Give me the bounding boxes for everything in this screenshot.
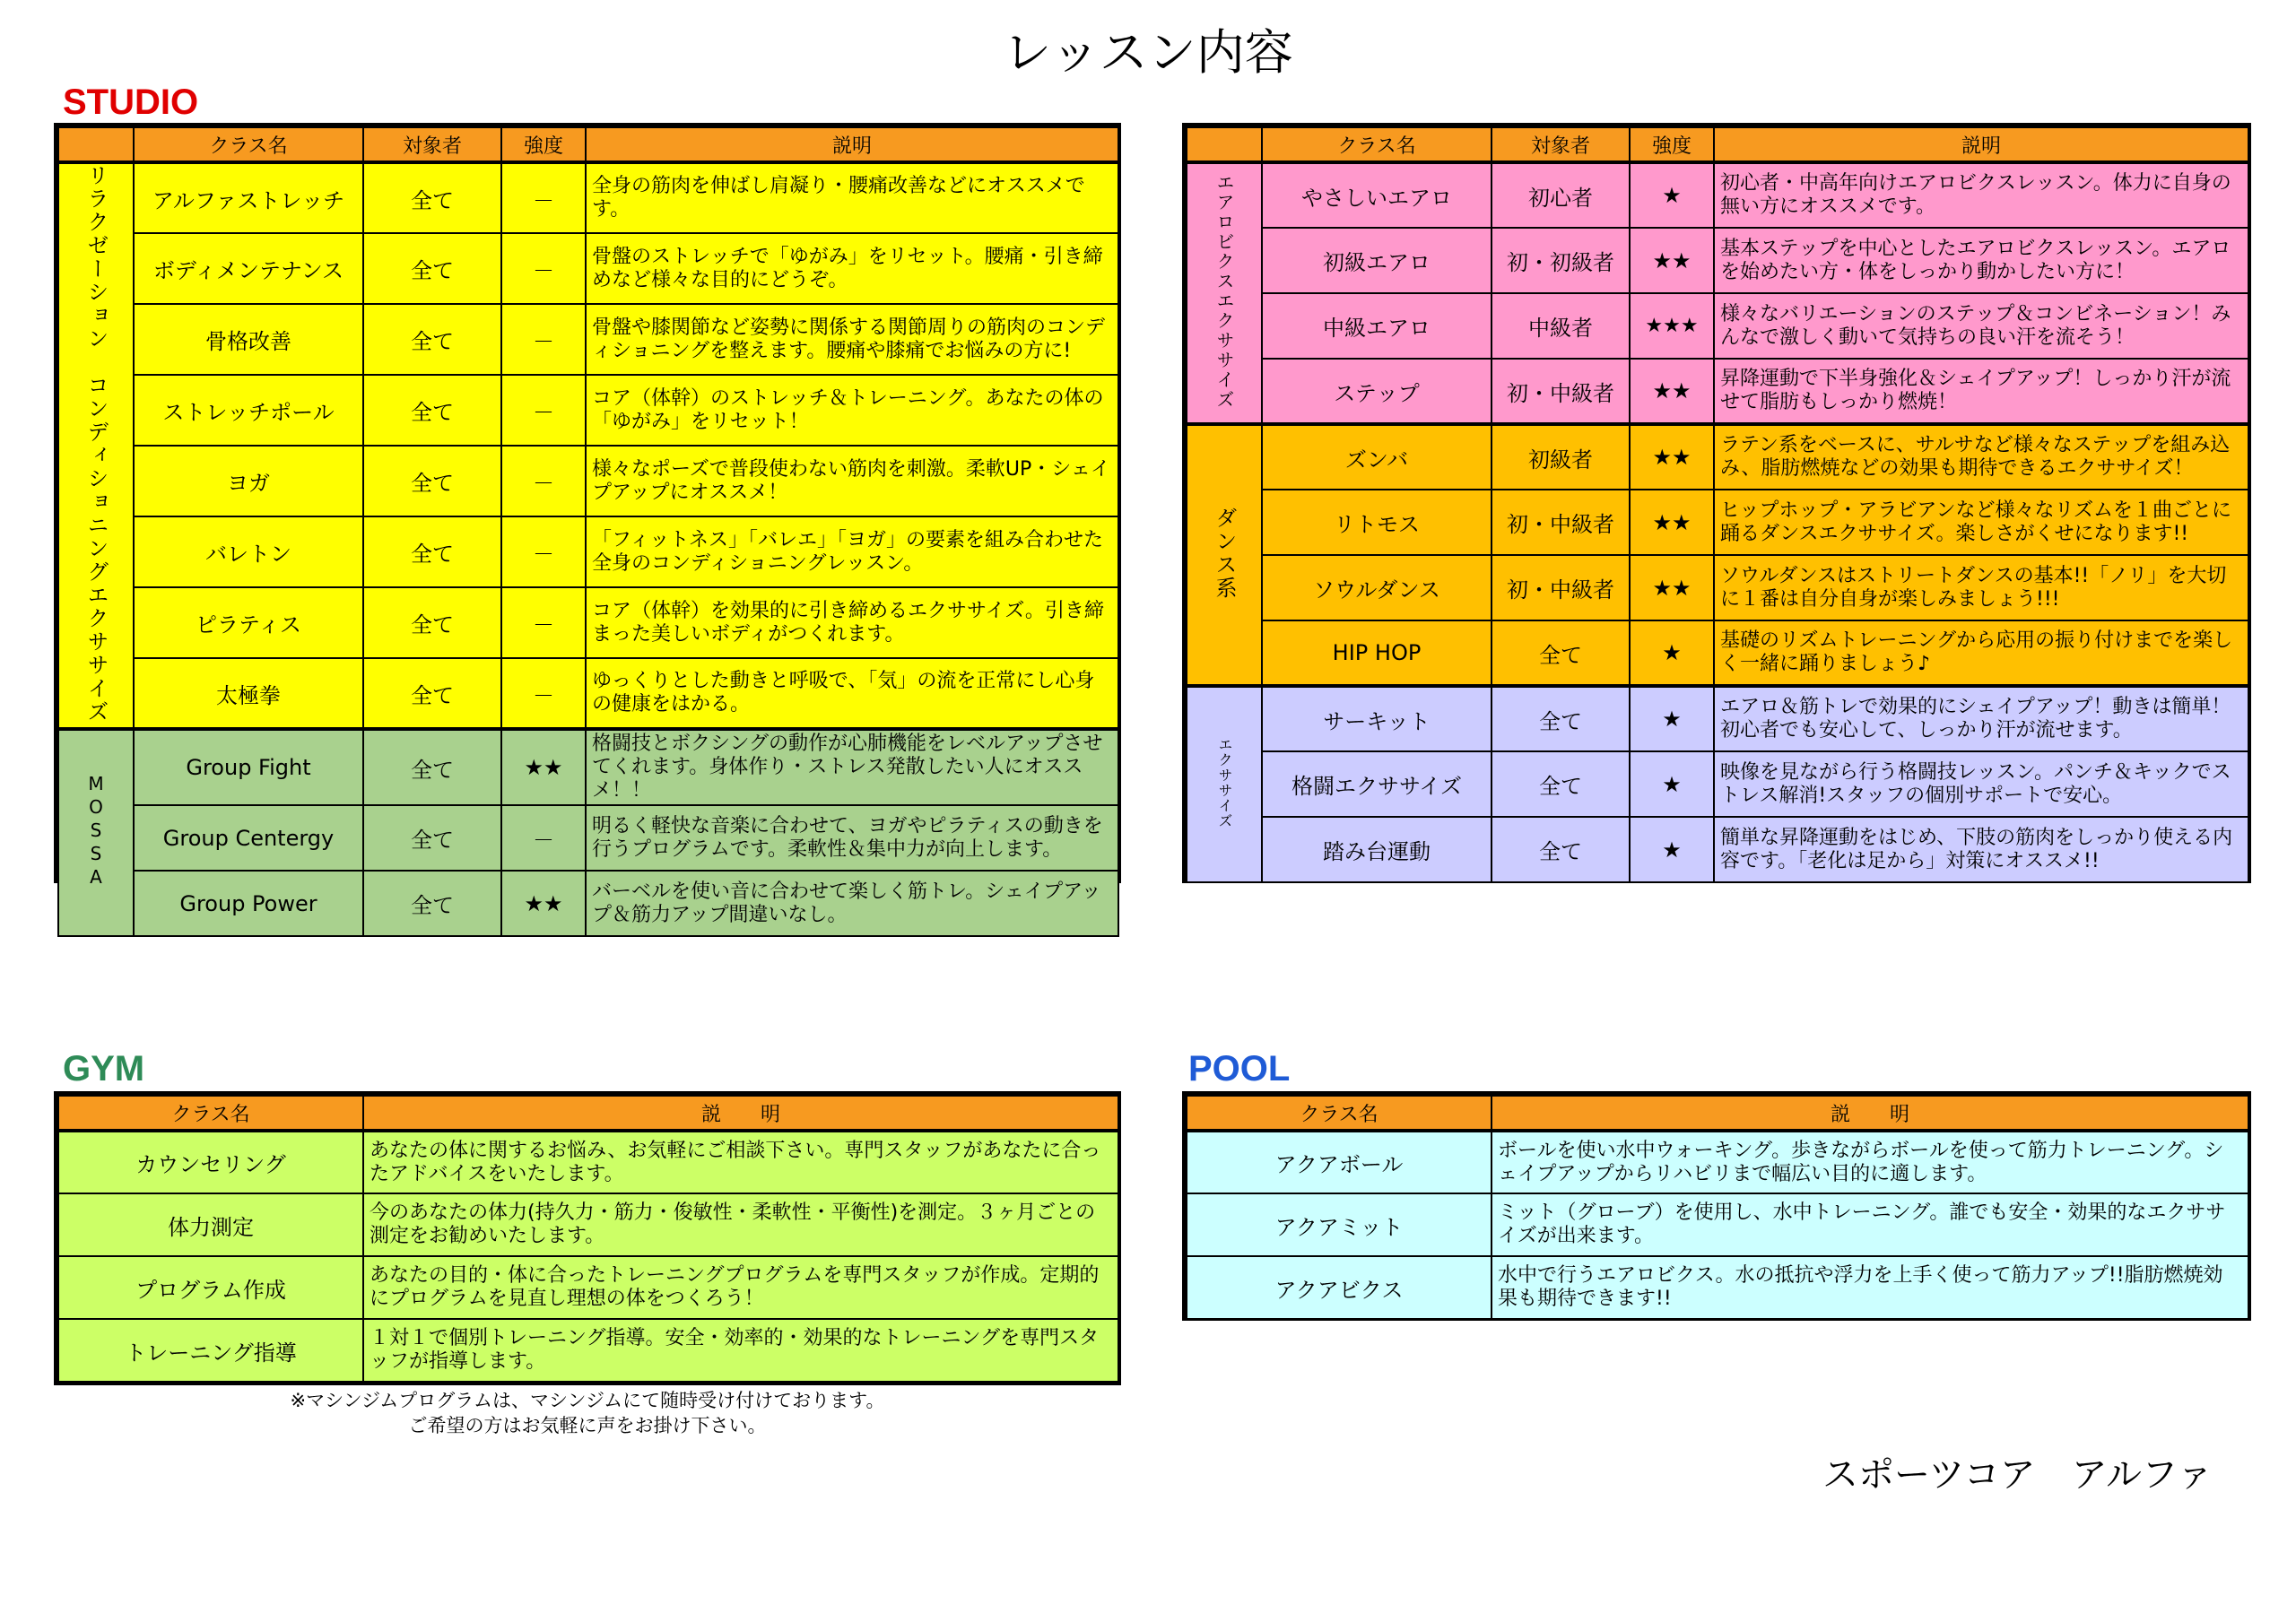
- class-description: 全身の筋肉を伸ばし肩凝り・腰痛改善などにオススメです。: [586, 162, 1118, 233]
- intensity: ★★★: [1630, 293, 1714, 359]
- pool-label: POOL: [1188, 1049, 1291, 1089]
- table-row: [1187, 359, 2248, 424]
- class-description: 初心者・中高年向けエアロビクスレッスン。体力に自身の無い方にオススメです。: [1714, 162, 2248, 228]
- class-name: ストレッチポール: [134, 375, 363, 446]
- intensity: ★: [1630, 751, 1714, 817]
- class-name: ピラティス: [134, 587, 363, 658]
- table-row: [1187, 293, 2248, 359]
- class-name: HIP HOP: [1262, 620, 1492, 686]
- class-description: 骨盤のストレッチで「ゆがみ」をリセット。腰痛・引き締めなど様々な目的にどうぞ。: [586, 233, 1118, 304]
- category-label: エアロビクスエクササイズ: [1213, 173, 1235, 410]
- class-name: 骨格改善: [134, 304, 363, 375]
- class-name: アクアボール: [1187, 1131, 1492, 1193]
- header-class: クラス名: [134, 127, 363, 162]
- class-name: ステップ: [1262, 359, 1492, 424]
- table-row: [58, 1193, 1118, 1256]
- class-description: 基本ステップを中心としたエアロビクスレッスン。エアロを始めたい方・体をしっかり動かしたい方に！: [1714, 228, 2248, 293]
- table-row: [58, 516, 1118, 587]
- header-level: 強度: [501, 127, 586, 162]
- brand-name: スポーツコア アルファ: [1822, 1454, 2213, 1496]
- target-audience: 全て: [363, 587, 501, 658]
- class-name: 初級エアロ: [1262, 228, 1492, 293]
- intensity: －: [501, 587, 586, 658]
- table-row: [1187, 817, 2248, 882]
- header-level: 強度: [1630, 127, 1714, 162]
- class-name: バレトン: [134, 516, 363, 587]
- target-audience: 全て: [1492, 751, 1630, 817]
- class-description: 映像を見ながら行う格闘技レッスン。パンチ＆キックでストレス解消!スタッフの個別サポートで安心。: [1714, 751, 2248, 817]
- class-name: ソウルダンス: [1262, 555, 1492, 620]
- intensity: ★★: [1630, 424, 1714, 490]
- class-name: Group Power: [134, 871, 363, 936]
- class-description: ソウルダンスはストリートダンスの基本!!「ノリ」を大切に１番は自分自身が楽しみましょう!!!: [1714, 555, 2248, 620]
- class-description: あなたの目的・体に合ったトレーニングプログラムを専門スタッフが作成。定期的にプログラムを見直し理想の体をつくろう！: [363, 1256, 1118, 1319]
- target-audience: 初級者: [1492, 424, 1630, 490]
- class-description: 明るく軽快な音楽に合わせて、ヨガやピラティスの動きを行うプログラムです。柔軟性＆集中力が向上します。: [586, 805, 1118, 871]
- class-name: カウンセリング: [58, 1131, 363, 1193]
- class-name: 踏み台運動: [1262, 817, 1492, 882]
- category-cell: [1187, 162, 1262, 424]
- class-description: あなたの体に関するお悩み、お気軽にご相談下さい。専門スタッフがあなたに合ったアドバイスをいたします。: [363, 1131, 1118, 1193]
- class-name: ヨガ: [134, 446, 363, 516]
- target-audience: 初・中級者: [1492, 555, 1630, 620]
- header-desc: 説明: [1714, 127, 2248, 162]
- class-name: Group Fight: [134, 729, 363, 805]
- class-name: 格闘エクササイズ: [1262, 751, 1492, 817]
- gym-note-line1: ※マシンジムプログラムは、マシンジムにて随時受け付けております。: [290, 1390, 885, 1411]
- category-cell: [58, 729, 134, 936]
- header-blank: [58, 127, 134, 162]
- class-name: 体力測定: [58, 1193, 363, 1256]
- intensity: ★★: [1630, 555, 1714, 620]
- intensity: ★: [1630, 817, 1714, 882]
- class-name: 太極拳: [134, 658, 363, 729]
- class-description: 様々なポーズで普段使わない筋肉を刺激。柔軟UP・シェイプアップにオススメ！: [586, 446, 1118, 516]
- table-row: [58, 233, 1118, 304]
- intensity: －: [501, 516, 586, 587]
- target-audience: 全て: [363, 805, 501, 871]
- class-description: 「フィットネス」「バレエ」「ヨガ」の要素を組み合わせた全身のコンディショニングレッスン。: [586, 516, 1118, 587]
- intensity: －: [501, 446, 586, 516]
- table-row: [58, 587, 1118, 658]
- intensity: －: [501, 304, 586, 375]
- header-class: クラス名: [1262, 127, 1492, 162]
- class-name: アクアビクス: [1187, 1256, 1492, 1319]
- class-name: ボディメンテナンス: [134, 233, 363, 304]
- page-title: レッスン内容: [1003, 24, 1293, 81]
- table-row: [58, 375, 1118, 446]
- header-target: 対象者: [1492, 127, 1630, 162]
- class-name: プログラム作成: [58, 1256, 363, 1319]
- intensity: ★★: [1630, 359, 1714, 424]
- class-name: アクアミット: [1187, 1193, 1492, 1256]
- intensity: ★: [1630, 162, 1714, 228]
- studio-right-table: [1182, 123, 2251, 883]
- class-description: 骨盤や膝関節など姿勢に関係する関節周りの筋肉のコンディショニングを整えます。腰痛や膝痛でお悩みの方に!: [586, 304, 1118, 375]
- class-name: アルファストレッチ: [134, 162, 363, 233]
- class-description: 格闘技とボクシングの動作が心肺機能をレベルアップさせてくれます。身体作り・ストレス発散したい人にオススメ！！: [586, 729, 1118, 805]
- table-row: [58, 1256, 1118, 1319]
- table-row: [1187, 620, 2248, 686]
- gym-note-line2: ご希望の方はお気軽に声をお掛け下さい。: [408, 1415, 767, 1436]
- intensity: ★★: [1630, 490, 1714, 555]
- class-name: サーキット: [1262, 686, 1492, 751]
- table-row: [58, 729, 1118, 805]
- category-cell: [58, 162, 134, 729]
- intensity: ★★: [501, 871, 586, 936]
- class-name: 中級エアロ: [1262, 293, 1492, 359]
- target-audience: 初・中級者: [1492, 359, 1630, 424]
- header-blank: [1187, 127, 1262, 162]
- class-name: Group Centergy: [134, 805, 363, 871]
- pool-table: [1182, 1091, 2251, 1321]
- class-description: バーベルを使い音に合わせて楽しく筋トレ。シェイプアップ＆筋力アップ間違いなし。: [586, 871, 1118, 936]
- target-audience: 全て: [1492, 620, 1630, 686]
- class-name: リトモス: [1262, 490, 1492, 555]
- table-row: [1187, 751, 2248, 817]
- table-row: [1187, 1193, 2248, 1256]
- intensity: ★★: [501, 729, 586, 805]
- table-row: [58, 1319, 1118, 1382]
- target-audience: 全て: [363, 729, 501, 805]
- studio-left-table: [54, 123, 1121, 926]
- category-label: MOSSA: [85, 773, 107, 889]
- table-row: [1187, 1256, 2248, 1319]
- table-row: [1187, 228, 2248, 293]
- class-description: 簡単な昇降運動をはじめ、下肢の筋肉をしっかり使える内容です。「老化は足から」対策にオススメ!!: [1714, 817, 2248, 882]
- table-row: [1187, 555, 2248, 620]
- table-row: [58, 162, 1118, 233]
- target-audience: 全て: [363, 375, 501, 446]
- category-cell: [1187, 686, 1262, 882]
- target-audience: 全て: [363, 162, 501, 233]
- table-row: [1187, 490, 2248, 555]
- header-desc: 説明: [586, 127, 1118, 162]
- class-description: ラテン系をベースに、サルサなど様々なステップを組み込み、脂肪燃焼などの効果も期待できるエクササイズ！: [1714, 424, 2248, 490]
- header-desc: 説 明: [363, 1096, 1118, 1131]
- target-audience: 全て: [363, 871, 501, 936]
- gym-label: GYM: [63, 1049, 145, 1089]
- table-row: [1187, 162, 2248, 228]
- intensity: －: [501, 805, 586, 871]
- target-audience: 全て: [363, 233, 501, 304]
- category-label: リラクゼーション コンディショニングエクササイズ: [83, 164, 109, 724]
- intensity: ★: [1630, 620, 1714, 686]
- class-name: ズンバ: [1262, 424, 1492, 490]
- target-audience: 全て: [363, 516, 501, 587]
- table-row: [58, 658, 1118, 729]
- class-name: やさしいエアロ: [1262, 162, 1492, 228]
- class-description: 水中で行うエアロビクス。水の抵抗や浮力を上手く使って筋力アップ!!脂肪燃焼効果も期待できます!!: [1492, 1256, 2248, 1319]
- class-description: １対１で個別トレーニング指導。安全・効率的・効果的なトレーニングを専門スタッフが指導します。: [363, 1319, 1118, 1382]
- class-description: ヒップホップ・アラビアンなど様々なリズムを１曲ごとに踊るダンスエクササイズ。楽しさがくせになります!!: [1714, 490, 2248, 555]
- category-cell: [1187, 424, 1262, 686]
- target-audience: 初心者: [1492, 162, 1630, 228]
- target-audience: 全て: [1492, 686, 1630, 751]
- target-audience: 全て: [1492, 817, 1630, 882]
- table-row: [1187, 1131, 2248, 1193]
- target-audience: 全て: [363, 446, 501, 516]
- target-audience: 中級者: [1492, 293, 1630, 359]
- header-desc: 説 明: [1492, 1096, 2248, 1131]
- intensity: －: [501, 658, 586, 729]
- intensity: －: [501, 162, 586, 233]
- header-target: 対象者: [363, 127, 501, 162]
- gym-table: [54, 1091, 1121, 1385]
- studio-label: STUDIO: [63, 82, 199, 122]
- table-row: [58, 871, 1118, 936]
- class-name: トレーニング指導: [58, 1319, 363, 1382]
- table-row: [1187, 424, 2248, 490]
- category-label: ダンス系: [1212, 507, 1237, 600]
- intensity: ★★: [1630, 228, 1714, 293]
- header-class: クラス名: [1187, 1096, 1492, 1131]
- table-row: [58, 805, 1118, 871]
- intensity: －: [501, 233, 586, 304]
- table-row: [58, 446, 1118, 516]
- class-description: 基礎のリズムトレーニングから応用の振り付けまでを楽しく一緒に踊りましょう♪: [1714, 620, 2248, 686]
- class-description: 昇降運動で下半身強化＆シェイプアップ！しっかり汗が流せて脂肪もしっかり燃焼！: [1714, 359, 2248, 424]
- class-description: ミット（グローブ）を使用し、水中トレーニング。誰でも安全・効果的なエクササイズが出来ます。: [1492, 1193, 2248, 1256]
- class-description: エアロ＆筋トレで効果的にシェイプアップ！動きは簡単！初心者でも安心して、しっかり汗が流せます。: [1714, 686, 2248, 751]
- table-row: [58, 304, 1118, 375]
- target-audience: 初・初級者: [1492, 228, 1630, 293]
- class-description: ゆっくりとした動きと呼吸で、「気」の流を正常にし心身の健康をはかる。: [586, 658, 1118, 729]
- class-description: コア（体幹）を効果的に引き締めるエクササイズ。引き締まった美しいボディがつくれます。: [586, 587, 1118, 658]
- table-row: [1187, 686, 2248, 751]
- target-audience: 全て: [363, 304, 501, 375]
- table-row: [58, 1131, 1118, 1193]
- class-description: 様々なバリエーションのステップ＆コンビネーション！みんなで激しく動いて気持ちの良い汗を流そう！: [1714, 293, 2248, 359]
- target-audience: 初・中級者: [1492, 490, 1630, 555]
- intensity: ★: [1630, 686, 1714, 751]
- target-audience: 全て: [363, 658, 501, 729]
- intensity: －: [501, 375, 586, 446]
- category-label: エクササイズ: [1216, 737, 1233, 828]
- class-description: コア（体幹）のストレッチ＆トレーニング。あなたの体の「ゆがみ」をリセット！: [586, 375, 1118, 446]
- header-class: クラス名: [58, 1096, 363, 1131]
- class-description: ボールを使い水中ウォーキング。歩きながらボールを使って筋力トレーニング。シェイプアップからリハビリまで幅広い目的に適します。: [1492, 1131, 2248, 1193]
- class-description: 今のあなたの体力(持久力・筋力・俊敏性・柔軟性・平衡性)を測定。３ヶ月ごとの測定をお勧めいたします。: [363, 1193, 1118, 1256]
